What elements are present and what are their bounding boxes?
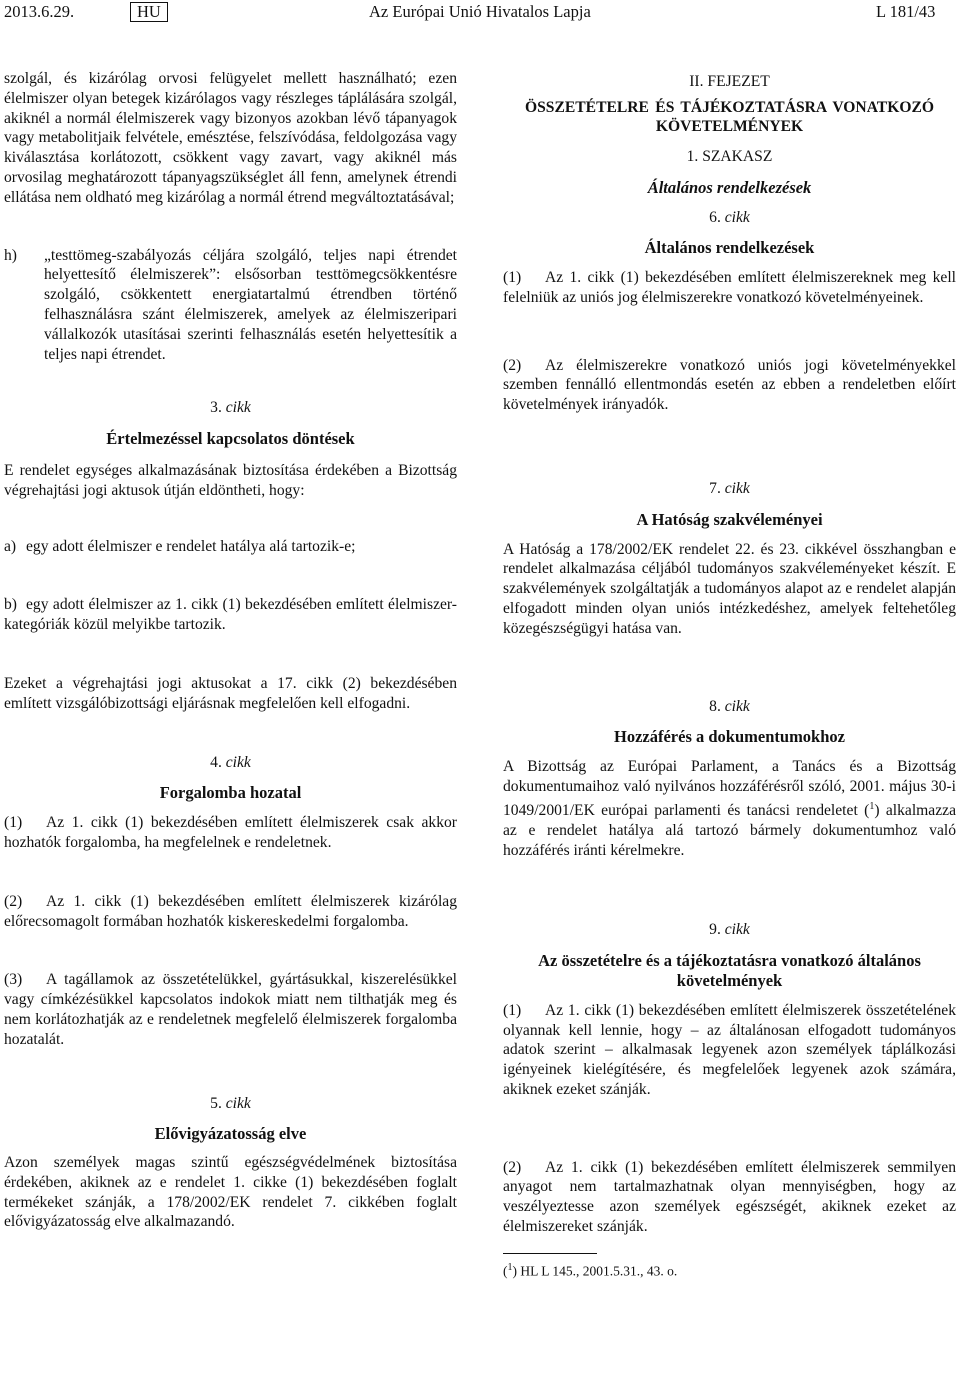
- article-6-para-2: (2) Az élelmiszerekre vonatkozó uniós jogi követelményekkel szemben fennálló ellentmondás esetén az ebben a rendeletben előírt követelmények irányadók.: [503, 356, 956, 414]
- definition-h: [4, 246, 457, 365]
- page-header: [0, 0, 960, 30]
- article-3-title: Értelmezéssel kapcsolatos döntések: [106, 429, 355, 449]
- article-9-para-2: (2) Az 1. cikk (1) bekezdésében említett élelmiszerek semmilyen anyagot nem tartalmazhatnak olyan mennyiségben, hogy az veszélyeztesse azon személyek egészségét, akiknek ezeket az élelmiszereket szánják.: [503, 1158, 956, 1236]
- language-badge: HU: [130, 2, 168, 22]
- article-3-number: 3. cikk: [210, 399, 251, 417]
- section-title: Általános rendelkezések: [647, 177, 812, 197]
- chapter-title: ÖSSZETÉTELRE ÉS TÁJÉKOZTATÁSRA VONATKOZÓ KÖVETELMÉNYEK: [525, 98, 934, 135]
- header-date: 2013.6.29.: [4, 2, 75, 21]
- left-column: [4, 69, 457, 1232]
- article-9-title: Az összetételre és a tájékoztatásra vonatkozó általános követelmények: [538, 951, 921, 990]
- article-9-para-1: (1) Az 1. cikk (1) bekezdésében említett élelmiszerek összetételének olyannak kell lennie, hogy – az általánosan elfogadott tudományos adatok szerint – alkalmasak legyenek azon személyek táplálkozási igényeinek kielégítésére, és megfelelőek legyenek azok számára, akiknek ezeket szánják.: [503, 1001, 956, 1098]
- section-number: 1. SZAKASZ: [686, 147, 773, 165]
- journal-title: Az Európai Unió Hivatalos Lapja: [369, 2, 591, 21]
- article-6-para-1: (1) Az 1. cikk (1) bekezdésében említett élelmiszereknek meg kell felelniük az uniós jog élelmiszerekre vonatkozó követelményeinek.: [503, 268, 956, 306]
- intro-paragraph: szolgál, és kizárólag orvosi felügyelet mellett használható; ezen élelmiszer olyan betegek kizárólagos vagy részleges táplálására szolgál, akiknél a normál élelmiszerek vagy bizonyos azokban lévő tápanyagok vagy metabolitjaik felvétele, emésztése, felszívódása, feldolgozása vagy kiválasztása korlátozott, csökkent vagy zavart, vagy akiknél más orvosilag meghatározott tápanyagszükséglet áll fenn, amelynek étrendi ellátása nem oldható meg kizárólag a normál étrend megváltoztatásával;: [4, 70, 457, 206]
- footnote: ($^1$) HL L 145., 2001.5.31., 43. o.: [503, 1261, 678, 1279]
- right-column: [503, 72, 956, 1281]
- article-4-number: 4. cikk: [210, 753, 251, 771]
- article-4-para-2: (2) Az 1. cikk (1) bekezdésében említett élelmiszerek kizárólag előrecsomagolt formában hozhatók kiskereskedelmi forgalomba.: [4, 892, 457, 930]
- article-3-item-b: b) egy adott élelmiszer az 1. cikk (1) bekezdésében említett élelmiszer-kategóriák közül melyikbe tartozik.: [4, 596, 457, 634]
- article-4-para-1: (1) Az 1. cikk (1) bekezdésében említett élelmiszerek csak akkor hozhatók forgalomba, ha megfelelnek e rendeletnek.: [4, 814, 457, 851]
- definition-h-label: h): [4, 246, 17, 264]
- footnote-ref[interactable]: 1: [869, 800, 875, 812]
- article-8-title: Hozzáférés a dokumentumokhoz: [614, 727, 845, 747]
- article-6-number: 6. cikk: [709, 209, 750, 227]
- article-4-title: Forgalomba hozatal: [159, 783, 302, 803]
- article-5-number: 5. cikk: [210, 1094, 251, 1112]
- article-8-para: A Bizottság az Európai Parlament, a Tanács és a Bizottság dokumentumaihoz való nyilvános hozzáférésről szóló, 2001. május 30-i 1049/2001/EK európai parlamenti és tanácsi rendeletet ($^1$) alkalmazza az e rendelet hatálya alá tartozó bármely dokumentumhoz való hozzáférés iránti kérelmekre.: [503, 758, 956, 859]
- article-8-number: 8. cikk: [709, 697, 750, 715]
- article-3-intro: E rendelet egységes alkalmazásának biztosítása érdekében a Bizottság végrehajtási jogi aktusok útján eldöntheti, hogy:: [4, 461, 457, 499]
- article-5-para: Azon személyek magas szintű egészségvédelmének biztosítása érdekében, akiknek az e rendelet 1. cikke (1) bekezdésében foglalt termékeket szánják, a 178/2002/EK rendelet 7. cikkében foglalt elővigyázatosság elve alkalmazandó.: [4, 1154, 457, 1231]
- article-3-closing: Ezeket a végrehajtási jogi aktusokat a 17. cikk (2) bekezdésében említett vizsgálóbizottsági eljárásnak megfelelően kell elfogadni.: [4, 674, 457, 712]
- article-4-para-3: (3) A tagállamok az összetételükkel, gyártásukkal, kiszerelésükkel vagy címkézésükkel kapcsolatos indokok miatt nem tilthatják meg és nem korlátozhatják az e rendeletnek megfelelő élelmiszerek forgalomba hozatalát.: [4, 971, 457, 1048]
- article-5-title: Elővigyázatosság elve: [154, 1124, 307, 1144]
- definition-h-text: „testtömeg-szabályozás céljára szolgáló, teljes napi étrendet helyettesítő élelmiszerek”: elsősorban testtömegcsökkentésre szolgáló, csökkentett energiatartalmú étrendben történő felhasználásra szánt élelmiszerek, amelyek az élelmiszeripari vállalkozók utasításai szerinti felhasználás esetén helyettesítik a teljes napi étrendet.: [44, 246, 457, 363]
- chapter-number: II. FEJEZET: [689, 73, 770, 90]
- article-7-para: A Hatóság a 178/2002/EK rendelet 22. és 23. cikkével összhangban e rendelet alkalmazása céljából tudományos szakvéleményeket készít. E szakvélemények szolgáltatják a tudományos alapot az e rendelet alapján elfogadott minden olyan uniós intézkedéshez, amelyek feltehetőleg közegészségügyi hatása van.: [503, 540, 956, 637]
- article-7-number: 7. cikk: [709, 479, 750, 497]
- footnote-divider: [503, 1253, 597, 1254]
- article-6-title: Általános rendelkezések: [644, 238, 815, 258]
- page-reference: L 181/43: [876, 2, 936, 21]
- article-7-title: A Hatóság szakvéleményei: [636, 509, 823, 529]
- article-3-item-a: a) egy adott élelmiszer e rendelet hatálya alá tartozik-e;: [4, 537, 356, 555]
- article-9-number: 9. cikk: [709, 921, 750, 939]
